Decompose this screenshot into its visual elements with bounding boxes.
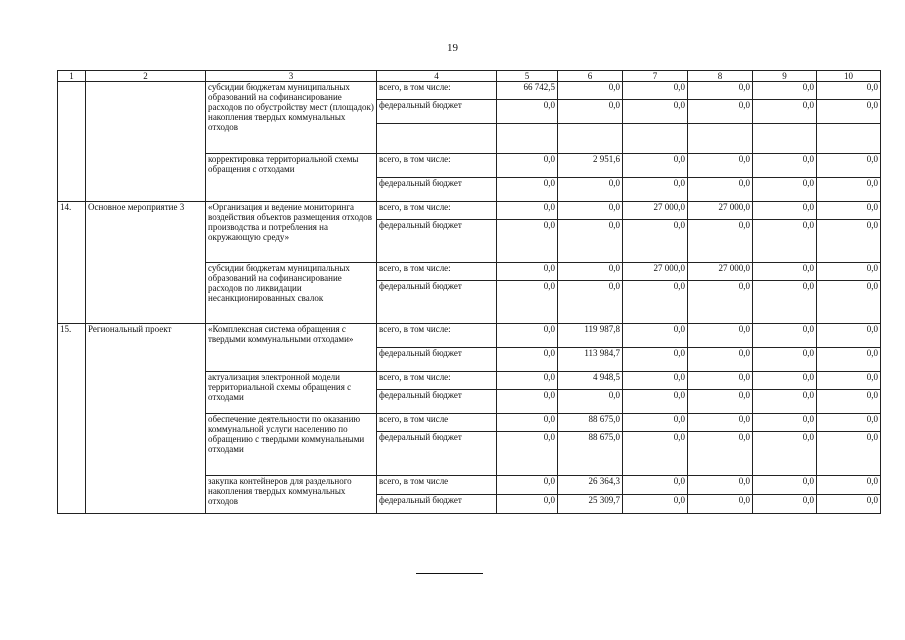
value-cell: 0,0 (497, 154, 558, 178)
value-cell: 0,0 (817, 100, 881, 124)
value-cell: 0,0 (497, 220, 558, 263)
value-cell: 0,0 (497, 100, 558, 124)
funding-type-cell: федеральный бюджет (377, 281, 497, 324)
value-cell: 0,0 (753, 154, 817, 178)
value-cell: 0,0 (753, 100, 817, 124)
funding-type-cell: всего, в том числе (377, 414, 497, 432)
header-cell-6: 6 (558, 71, 623, 82)
header-cell-7: 7 (623, 71, 688, 82)
value-cell: 0,0 (688, 178, 753, 202)
footnote-separator (416, 573, 483, 574)
value-cell: 0,0 (688, 324, 753, 348)
description-cell: актуализация электронной модели территориальной схемы обращения с отходами (206, 372, 377, 414)
value-cell: 0,0 (817, 281, 881, 324)
header-cell-5: 5 (497, 71, 558, 82)
header-cell-2: 2 (86, 71, 206, 82)
value-cell: 0,0 (497, 432, 558, 476)
funding-type-cell: федеральный бюджет (377, 100, 497, 124)
value-cell: 88 675,0 (558, 432, 623, 476)
funding-type-cell: всего, в том числе: (377, 263, 497, 281)
value-cell: 2 951,6 (558, 154, 623, 178)
header-cell-3: 3 (206, 71, 377, 82)
name-cell (86, 82, 206, 202)
funding-type-cell: всего, в том числе: (377, 202, 497, 220)
value-cell: 66 742,5 (497, 82, 558, 100)
description-cell: обеспечение деятельности по оказанию коммунальной услуги населению по обращению с твердыми коммунальными отходами (206, 414, 377, 476)
value-cell: 0,0 (817, 476, 881, 495)
value-cell: 0,0 (817, 220, 881, 263)
description-cell: корректировка территориальной схемы обращения с отходами (206, 154, 377, 202)
value-cell: 0,0 (497, 281, 558, 324)
value-cell: 0,0 (817, 432, 881, 476)
value-cell: 0,0 (753, 324, 817, 348)
row-index: 14. (58, 202, 86, 324)
value-cell: 0,0 (753, 348, 817, 372)
funding-type-cell: федеральный бюджет (377, 178, 497, 202)
table-row (58, 202, 881, 220)
value-cell: 0,0 (558, 263, 623, 281)
value-cell (817, 124, 881, 154)
value-cell: 0,0 (623, 372, 688, 390)
value-cell: 0,0 (688, 348, 753, 372)
value-cell: 0,0 (753, 281, 817, 324)
value-cell: 113 984,7 (558, 348, 623, 372)
value-cell: 0,0 (817, 263, 881, 281)
description-cell: закупка контейнеров для раздельного накопления твердых коммунальных отходов (206, 476, 377, 514)
value-cell: 0,0 (623, 281, 688, 324)
budget-table (57, 70, 881, 514)
value-cell: 0,0 (497, 202, 558, 220)
description-cell: «Комплексная система обращения с твердыми коммунальными отходами» (206, 324, 377, 372)
value-cell: 0,0 (753, 82, 817, 100)
value-cell (688, 124, 753, 154)
value-cell: 0,0 (623, 348, 688, 372)
value-cell: 27 000,0 (688, 263, 753, 281)
value-cell: 0,0 (497, 390, 558, 414)
value-cell: 0,0 (688, 372, 753, 390)
value-cell: 0,0 (497, 476, 558, 495)
value-cell: 88 675,0 (558, 414, 623, 432)
header-cell-9: 9 (753, 71, 817, 82)
value-cell (497, 124, 558, 154)
value-cell (558, 124, 623, 154)
description-cell: «Организация и ведение мониторинга воздействия объектов размещения отходов производства и потребления на окружающую среду» (206, 202, 377, 263)
value-cell: 0,0 (688, 100, 753, 124)
value-cell: 0,0 (558, 82, 623, 100)
value-cell: 0,0 (688, 476, 753, 495)
value-cell: 0,0 (497, 495, 558, 514)
value-cell: 27 000,0 (623, 202, 688, 220)
value-cell: 0,0 (623, 100, 688, 124)
value-cell: 0,0 (688, 495, 753, 514)
value-cell: 27 000,0 (688, 202, 753, 220)
value-cell: 0,0 (753, 178, 817, 202)
value-cell: 0,0 (753, 202, 817, 220)
value-cell: 0,0 (623, 82, 688, 100)
value-cell: 0,0 (688, 82, 753, 100)
funding-type-cell: всего, в том числе: (377, 154, 497, 178)
funding-type-cell: всего, в том числе: (377, 82, 497, 100)
funding-type-cell: всего, в том числе: (377, 324, 497, 348)
value-cell: 4 948,5 (558, 372, 623, 390)
value-cell: 0,0 (817, 82, 881, 100)
value-cell: 0,0 (753, 390, 817, 414)
measure-name: Региональный проект (86, 324, 206, 514)
value-cell: 0,0 (558, 202, 623, 220)
value-cell: 0,0 (753, 476, 817, 495)
value-cell: 0,0 (558, 220, 623, 263)
funding-type-cell: федеральный бюджет (377, 390, 497, 414)
description-cell: субсидии бюджетам муниципальных образований на софинансирование расходов по обустройству мест (площадок) накопления твердых коммунальных отходов (206, 82, 377, 154)
value-cell: 0,0 (623, 178, 688, 202)
value-cell: 0,0 (688, 281, 753, 324)
value-cell: 0,0 (817, 154, 881, 178)
value-cell: 0,0 (688, 220, 753, 263)
funding-type-cell: всего, в том числе (377, 476, 497, 495)
description-cell: субсидии бюджетам муниципальных образований на софинансирование расходов по ликвидации несанкционированных свалок (206, 263, 377, 324)
value-cell: 0,0 (753, 414, 817, 432)
value-cell: 0,0 (497, 348, 558, 372)
table-row (58, 82, 881, 100)
value-cell: 0,0 (497, 263, 558, 281)
value-cell: 0,0 (817, 372, 881, 390)
value-cell (623, 124, 688, 154)
value-cell: 0,0 (688, 414, 753, 432)
value-cell: 0,0 (817, 348, 881, 372)
value-cell: 0,0 (817, 202, 881, 220)
value-cell: 0,0 (688, 154, 753, 178)
page-number: 19 (447, 42, 458, 54)
value-cell: 0,0 (497, 414, 558, 432)
funding-type-cell: всего, в том числе: (377, 372, 497, 390)
value-cell: 0,0 (623, 414, 688, 432)
value-cell: 0,0 (623, 495, 688, 514)
funding-type-cell: федеральный бюджет (377, 348, 497, 372)
value-cell: 0,0 (497, 178, 558, 202)
header-cell-1: 1 (58, 71, 86, 82)
value-cell: 0,0 (623, 154, 688, 178)
value-cell: 0,0 (753, 220, 817, 263)
value-cell: 0,0 (817, 495, 881, 514)
value-cell: 0,0 (753, 372, 817, 390)
measure-name: Основное мероприятие 3 (86, 202, 206, 324)
table-row (58, 324, 881, 348)
row-index: 15. (58, 324, 86, 514)
funding-type-cell: федеральный бюджет (377, 220, 497, 263)
value-cell: 0,0 (558, 100, 623, 124)
value-cell: 0,0 (753, 263, 817, 281)
value-cell: 119 987,8 (558, 324, 623, 348)
value-cell: 0,0 (817, 178, 881, 202)
funding-type-cell: федеральный бюджет (377, 495, 497, 514)
header-row (58, 71, 881, 82)
value-cell: 0,0 (558, 281, 623, 324)
index-cell (58, 82, 86, 202)
value-cell: 0,0 (817, 390, 881, 414)
value-cell: 0,0 (558, 178, 623, 202)
value-cell: 0,0 (497, 324, 558, 348)
header-cell-4: 4 (377, 71, 497, 82)
value-cell: 0,0 (623, 432, 688, 476)
value-cell: 0,0 (623, 324, 688, 348)
value-cell (753, 124, 817, 154)
value-cell: 0,0 (558, 390, 623, 414)
value-cell: 0,0 (623, 476, 688, 495)
funding-type-cell: федеральный бюджет (377, 432, 497, 476)
value-cell: 0,0 (753, 495, 817, 514)
funding-type-cell (377, 124, 497, 154)
value-cell: 0,0 (753, 432, 817, 476)
header-cell-10: 10 (817, 71, 881, 82)
value-cell: 0,0 (817, 414, 881, 432)
value-cell: 0,0 (623, 390, 688, 414)
value-cell: 0,0 (497, 372, 558, 390)
value-cell: 27 000,0 (623, 263, 688, 281)
value-cell: 0,0 (817, 324, 881, 348)
value-cell: 0,0 (688, 432, 753, 476)
value-cell: 0,0 (623, 220, 688, 263)
value-cell: 26 364,3 (558, 476, 623, 495)
header-cell-8: 8 (688, 71, 753, 82)
value-cell: 0,0 (688, 390, 753, 414)
value-cell: 25 309,7 (558, 495, 623, 514)
